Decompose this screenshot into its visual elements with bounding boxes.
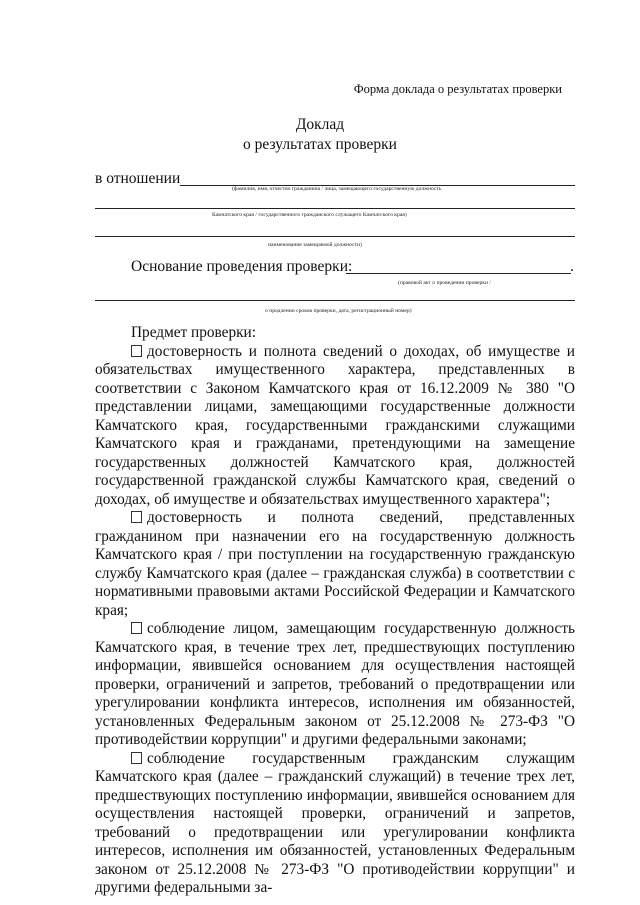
subject-heading: Предмет проверки: (131, 324, 256, 341)
regarding-label: в отношении (95, 170, 181, 187)
document-subtitle: о результатах проверки (243, 136, 397, 153)
checkbox-icon (131, 622, 142, 634)
regarding-hint-3: наименование замещаемой должности) (268, 242, 362, 248)
regarding-hint-1: (фамилия, имя, отчество гражданина / лица, замещающего государственную должность (232, 186, 442, 192)
basis-line (346, 273, 571, 274)
subject-item (95, 620, 575, 750)
form-label: Форма доклада о результатах проверки (353, 82, 562, 96)
subject-item-text: соблюдение лицом, замещающим государственную должность Камчатского края, в течение трех лет, предшествующих поступлению информации, явившейся основанием для осуществления настоящей проверки, ограничений и запретов, требований о предотвращении или урегулировании конфликта интересов, исполнения им обязанностей, установленных Федеральным законом от 25.12.2008 № 273-ФЗ "О противодействии коррупции" и другими федеральными законами; (95, 620, 575, 748)
subject-item (95, 750, 575, 898)
checkbox-icon (131, 752, 142, 764)
subject-item (95, 509, 575, 620)
subject-item-text: достоверность и полнота сведений, представленных гражданином при назначении его на государственную должность Камчатского края / при поступлении на государственную гражданскую службу Камчатского края (далее – гражданская служба) в соответствии с нормативными правовыми актами Российской Федерации и Камчатского края; (95, 509, 575, 619)
checkbox-icon (131, 345, 142, 357)
basis-hint-2: о продлении сроков проверки, дата, регистрационный номер) (265, 308, 412, 314)
regarding-line-2 (95, 208, 575, 209)
subject-section (95, 324, 575, 898)
basis-dot: . (570, 258, 574, 275)
subject-item-text: достоверность и полнота сведений о доходах, об имуществе и обязательствах имущественного характера, представленных в соответствии с Законом Камчатского края от 16.12.2009 № 380 "О представлении лицами, замещающими государственные должности Камчатского края, государственными гражданскими служащими Камчатского края и гражданами, претендующими на замещение государственных должностей Камчатского края, должностей государственной гражданской службы Камчатского края, сведений о доходах, об имуществе и обязательствах имущественного характера"; (95, 342, 575, 508)
basis-hint-1: (правовой акт о проведении проверки / (398, 280, 491, 286)
basis-label: Основание проведения проверки: (131, 258, 353, 275)
regarding-hint-2: Камчатского края / государственного гражданского служащего Камчатского края) (212, 212, 407, 218)
regarding-line-3 (95, 236, 575, 237)
document-title: Доклад (295, 116, 345, 133)
subject-item (95, 343, 575, 510)
subject-item-text: соблюдение государственным гражданским служащим Камчатского края (далее – гражданский служащий) в течение трех лет, предшествующих поступлению информации, явившейся основанием для осуществления настоящей проверки, ограничений и запретов, требований о предотвращении или урегулировании конфликта интересов, исполнения им обязанностей, установленных Федеральным законом от 25.12.2008 № 273-ФЗ "О противодействии коррупции" и другими федеральными за- (95, 749, 575, 896)
checkbox-icon (131, 511, 142, 523)
basis-line-2 (95, 300, 575, 301)
